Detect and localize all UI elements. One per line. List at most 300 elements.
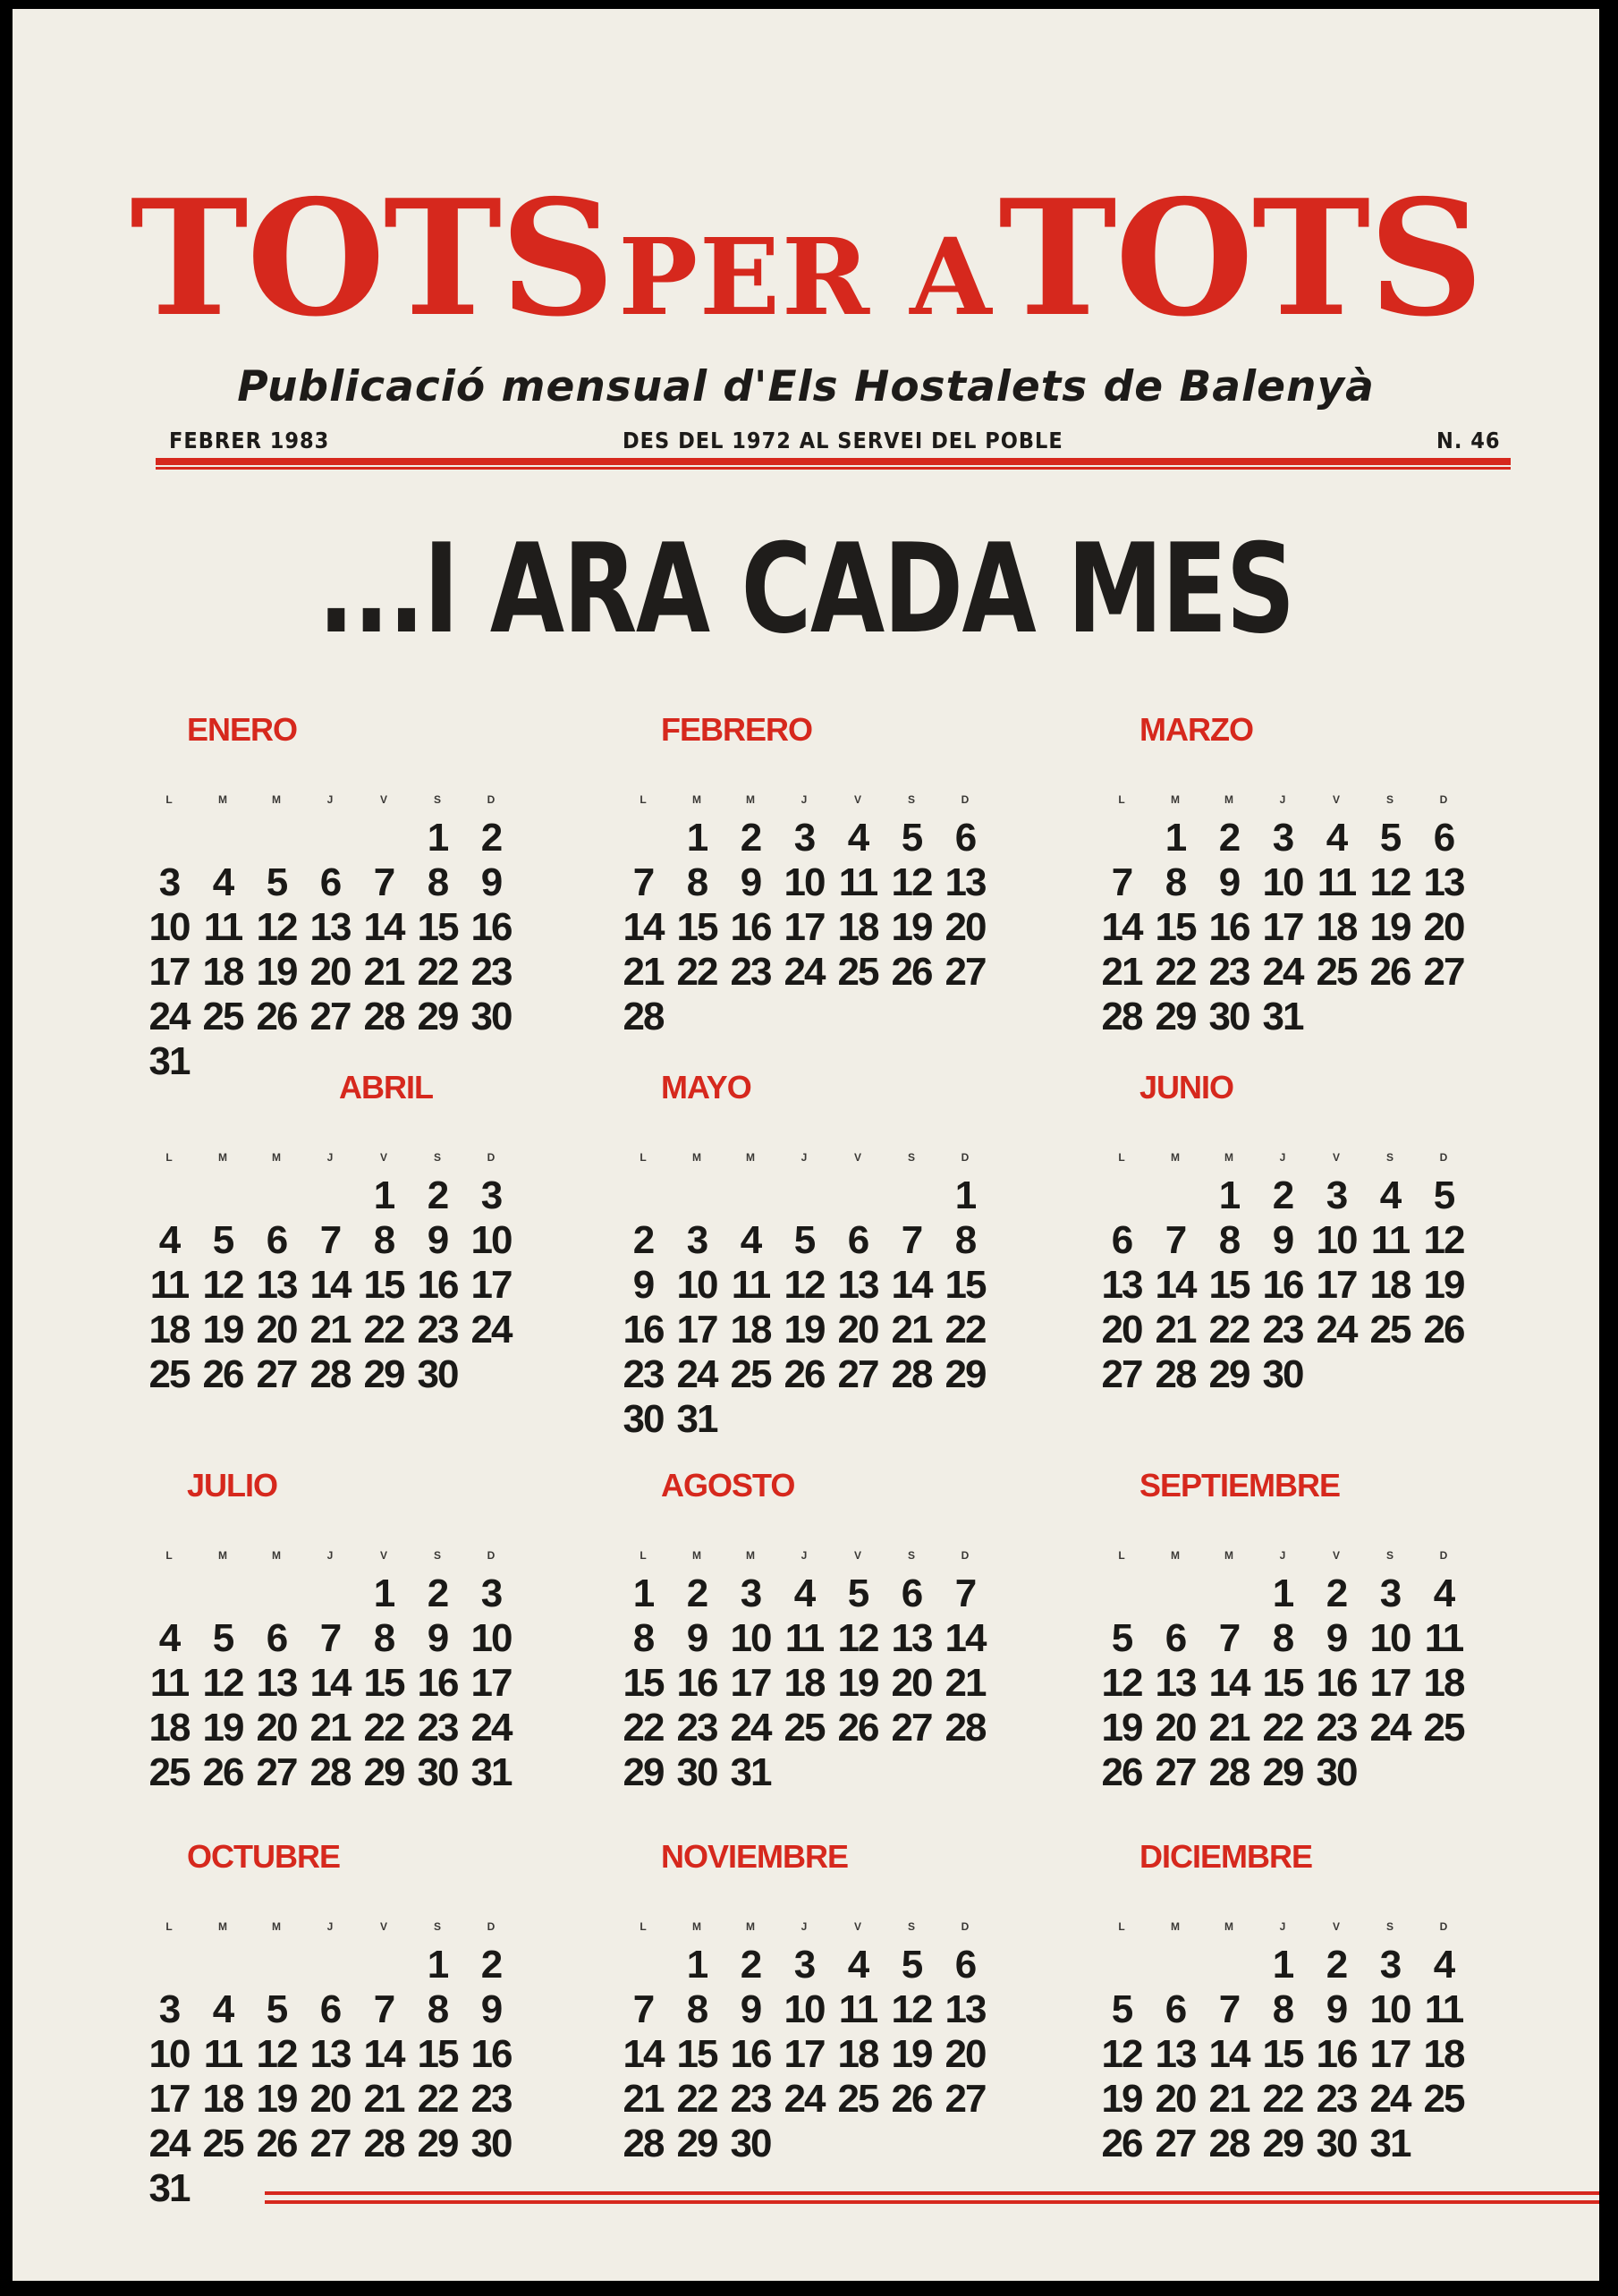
day-number: 17 <box>1316 1263 1357 1307</box>
day-number: 27 <box>837 1352 878 1396</box>
weekday-label: V <box>1332 1549 1340 1562</box>
masthead-word-3: TOTS <box>998 165 1482 352</box>
day-number <box>357 1945 411 1985</box>
week-row <box>142 818 518 858</box>
week-row <box>1095 2077 1470 2121</box>
day-number: 5 <box>212 1616 233 1660</box>
day-number: 23 <box>1316 2077 1357 2121</box>
day-number <box>303 1574 357 1614</box>
week-row <box>142 997 518 1037</box>
week-row <box>1095 1661 1470 1705</box>
day-number: 1 <box>1165 816 1186 860</box>
week-row <box>616 1750 777 1794</box>
week-row <box>616 1173 992 1217</box>
tagline: DES DEL 1972 AL SERVEI DEL POBLE <box>623 428 1063 453</box>
day-number: 28 <box>363 2122 404 2165</box>
day-number: 19 <box>1369 905 1410 949</box>
day-number: 31 <box>730 1750 771 1794</box>
masthead-word-2: PER A <box>618 215 994 339</box>
weekday-label: S <box>433 1549 441 1562</box>
day-number: 28 <box>623 995 664 1038</box>
day-number: 17 <box>784 905 825 949</box>
day-number: 4 <box>1433 1572 1454 1615</box>
day-number: 3 <box>1272 816 1293 860</box>
day-number: 7 <box>632 860 654 904</box>
weekday-label: V <box>379 1151 387 1164</box>
week-row <box>616 997 670 1037</box>
day-number: 29 <box>623 1750 664 1794</box>
week-row <box>1095 905 1470 949</box>
day-number: 22 <box>1155 950 1196 994</box>
weekday-label: M <box>746 1549 755 1562</box>
day-number: 9 <box>427 1218 448 1262</box>
week-row <box>142 1039 196 1083</box>
weekday-label: M <box>692 1920 701 1933</box>
day-number: 15 <box>363 1263 404 1307</box>
day-number: 30 <box>730 2122 771 2165</box>
day-number: 3 <box>686 1218 707 1262</box>
day-number: 15 <box>363 1661 404 1705</box>
day-number: 20 <box>1155 2077 1196 2121</box>
weekday-row <box>1095 1151 1470 1164</box>
day-number: 8 <box>1165 860 1186 904</box>
day-number: 8 <box>1272 1616 1293 1660</box>
week-row <box>1095 818 1470 858</box>
day-number: 1 <box>1272 1572 1293 1615</box>
day-number: 29 <box>363 1352 404 1396</box>
day-number: 3 <box>480 1173 502 1217</box>
day-number: 30 <box>676 1750 717 1794</box>
week-row <box>616 905 992 949</box>
day-number: 19 <box>256 950 297 994</box>
day-number: 18 <box>784 1661 825 1705</box>
day-number: 14 <box>363 905 404 949</box>
day-number <box>142 818 196 858</box>
masthead-word-1: TOTS <box>130 165 614 352</box>
day-number: 31 <box>676 1397 717 1441</box>
weekday-label: L <box>1118 1920 1125 1933</box>
weekday-label: J <box>1279 1151 1286 1164</box>
day-number: 21 <box>1101 950 1142 994</box>
weekday-label: M <box>218 1151 227 1164</box>
day-number <box>196 818 250 858</box>
weekday-label: M <box>746 1920 755 1933</box>
day-number: 19 <box>891 2032 932 2076</box>
week-row <box>142 905 518 949</box>
day-number: 3 <box>793 816 815 860</box>
day-number <box>777 1176 831 1216</box>
day-number: 20 <box>1101 1308 1142 1351</box>
day-number: 11 <box>1370 1218 1410 1262</box>
day-number: 4 <box>158 1616 180 1660</box>
day-number: 6 <box>954 1943 976 1987</box>
day-number <box>250 1574 303 1614</box>
day-number: 28 <box>1101 995 1142 1038</box>
day-number: 3 <box>793 1943 815 1987</box>
day-number: 14 <box>1208 2032 1250 2076</box>
day-number: 26 <box>1423 1308 1464 1351</box>
day-number: 12 <box>1101 2032 1142 2076</box>
weekday-row <box>142 1151 518 1164</box>
weekday-label: S <box>1385 1549 1394 1562</box>
header-rule-thin <box>156 467 1511 470</box>
day-number: 2 <box>686 1572 707 1615</box>
day-number: 24 <box>784 2077 825 2121</box>
day-number <box>303 1945 357 1985</box>
weekday-label: M <box>218 1920 227 1933</box>
day-number: 27 <box>891 1706 932 1750</box>
issue-date: FEBRER 1983 <box>169 428 330 453</box>
week-row <box>616 1263 992 1307</box>
day-number <box>1148 1945 1202 1985</box>
weekday-label: J <box>326 1151 334 1164</box>
day-number: 16 <box>1316 1661 1357 1705</box>
week-row <box>1095 1263 1470 1307</box>
weekday-label: J <box>801 793 808 806</box>
week-row <box>616 1352 992 1396</box>
day-number: 11 <box>149 1661 189 1705</box>
day-number: 26 <box>1369 950 1410 994</box>
weekday-label: L <box>1118 1549 1125 1562</box>
day-number: 9 <box>1218 860 1240 904</box>
day-number: 6 <box>847 1218 868 1262</box>
day-number: 25 <box>1316 950 1357 994</box>
weekday-label: M <box>1171 1920 1180 1933</box>
day-number: 9 <box>427 1616 448 1660</box>
day-number: 28 <box>945 1706 986 1750</box>
week-row <box>142 1173 518 1217</box>
month-name: OCTUBRE <box>187 1838 340 1875</box>
day-number: 9 <box>632 1263 654 1307</box>
month-name: NOVIEMBRE <box>661 1838 849 1875</box>
day-number: 10 <box>784 860 825 904</box>
day-number: 22 <box>363 1706 404 1750</box>
day-number: 22 <box>363 1308 404 1351</box>
day-number: 19 <box>202 1308 243 1351</box>
day-number: 24 <box>1316 1308 1357 1351</box>
day-number: 20 <box>1155 1706 1196 1750</box>
day-number: 15 <box>1262 2032 1303 2076</box>
day-number: 6 <box>1111 1218 1132 1262</box>
day-number: 26 <box>891 2077 932 2121</box>
day-number: 19 <box>1423 1263 1464 1307</box>
day-number <box>142 1945 196 1985</box>
masthead-subtitle: Publicació mensual d'Els Hostalets de Balenyà <box>237 362 1375 411</box>
weekday-label: D <box>1439 793 1448 806</box>
day-number: 5 <box>1111 1987 1132 2031</box>
day-number: 11 <box>731 1263 770 1307</box>
day-number: 10 <box>470 1616 512 1660</box>
day-number <box>1148 1574 1202 1614</box>
day-number: 21 <box>363 950 404 994</box>
month-name: ENERO <box>187 711 298 748</box>
week-row <box>1095 1352 1309 1396</box>
day-number: 4 <box>1379 1173 1401 1217</box>
day-number: 19 <box>1101 2077 1142 2121</box>
week-row <box>616 1218 992 1262</box>
day-number: 2 <box>740 816 761 860</box>
week-row <box>1095 860 1470 904</box>
day-number: 1 <box>427 816 448 860</box>
day-number: 29 <box>1208 1352 1250 1396</box>
day-number: 23 <box>676 1706 717 1750</box>
weekday-label: M <box>272 1549 281 1562</box>
day-number: 9 <box>686 1616 707 1660</box>
weekday-label: S <box>1385 1920 1394 1933</box>
week-row <box>616 1987 992 2031</box>
day-number: 8 <box>1218 1218 1240 1262</box>
day-number: 17 <box>148 950 190 994</box>
day-number: 11 <box>203 2032 242 2076</box>
week-row <box>1095 1987 1470 2031</box>
weekday-label: M <box>1171 793 1180 806</box>
day-number <box>616 818 670 858</box>
day-number: 17 <box>148 2077 190 2121</box>
month-name: SEPTIEMBRE <box>1139 1467 1341 1504</box>
newsletter-page <box>13 9 1599 2281</box>
weekday-label: J <box>326 1549 334 1562</box>
day-number: 1 <box>1218 1173 1240 1217</box>
day-number: 14 <box>891 1263 932 1307</box>
day-number: 19 <box>1101 1706 1142 1750</box>
day-number: 19 <box>784 1308 825 1351</box>
day-number: 16 <box>470 905 512 949</box>
day-number: 20 <box>309 950 351 994</box>
day-number: 29 <box>1262 1750 1303 1794</box>
issue-number: N. 46 <box>1436 428 1501 453</box>
week-row <box>1095 2032 1470 2076</box>
day-number: 5 <box>847 1572 868 1615</box>
day-number: 2 <box>1326 1943 1347 1987</box>
weekday-label: L <box>1118 1151 1125 1164</box>
weekday-label: M <box>218 1549 227 1562</box>
weekday-label: L <box>640 1151 647 1164</box>
day-number <box>1095 1945 1148 1985</box>
day-number: 13 <box>945 1987 986 2031</box>
week-row <box>1095 950 1470 994</box>
day-number: 1 <box>686 1943 707 1987</box>
day-number: 10 <box>1262 860 1303 904</box>
day-number: 24 <box>470 1308 512 1351</box>
day-number <box>1148 1176 1202 1216</box>
day-number: 13 <box>309 905 351 949</box>
day-number: 8 <box>427 1987 448 2031</box>
day-number: 4 <box>158 1218 180 1262</box>
day-number: 27 <box>1101 1352 1142 1396</box>
day-number: 30 <box>623 1397 664 1441</box>
day-number: 26 <box>202 1750 243 1794</box>
day-number: 1 <box>1272 1943 1293 1987</box>
headline: ...I ARA CADA MES <box>318 517 1294 661</box>
day-number: 21 <box>1155 1308 1196 1351</box>
weekday-label: D <box>1439 1151 1448 1164</box>
day-number: 11 <box>1424 1987 1463 2031</box>
day-number <box>1095 1574 1148 1614</box>
week-row <box>616 818 992 858</box>
week-row <box>142 2124 518 2164</box>
day-number: 25 <box>1369 1308 1410 1351</box>
weekday-label: V <box>1332 1920 1340 1933</box>
day-number: 21 <box>623 2077 664 2121</box>
day-number: 22 <box>1262 2077 1303 2121</box>
day-number: 15 <box>945 1263 986 1307</box>
day-number: 4 <box>1433 1943 1454 1987</box>
day-number: 17 <box>676 1308 717 1351</box>
header-rule <box>156 458 1511 465</box>
day-number: 27 <box>256 1750 297 1794</box>
day-number: 13 <box>1155 1661 1196 1705</box>
day-number: 9 <box>740 1987 761 2031</box>
day-number: 26 <box>256 2122 297 2165</box>
week-row <box>142 2077 518 2121</box>
weekday-label: M <box>272 1151 281 1164</box>
week-row <box>1095 1750 1363 1794</box>
day-number: 13 <box>256 1263 297 1307</box>
day-number <box>303 818 357 858</box>
day-number: 8 <box>373 1218 394 1262</box>
day-number: 27 <box>945 950 986 994</box>
week-row <box>616 1574 992 1614</box>
day-number: 16 <box>417 1263 458 1307</box>
day-number: 14 <box>623 905 664 949</box>
day-number: 3 <box>1379 1943 1401 1987</box>
weekday-label: S <box>433 1151 441 1164</box>
day-number <box>831 1176 885 1216</box>
day-number: 5 <box>212 1218 233 1262</box>
day-number: 5 <box>1111 1616 1132 1660</box>
day-number: 24 <box>676 1352 717 1396</box>
day-number: 10 <box>148 2032 190 2076</box>
day-number: 7 <box>954 1572 976 1615</box>
day-number: 5 <box>901 1943 922 1987</box>
day-number: 13 <box>945 860 986 904</box>
weekday-label: S <box>907 793 915 806</box>
day-number: 19 <box>202 1706 243 1750</box>
day-number: 27 <box>256 1352 297 1396</box>
weekday-label: M <box>1171 1549 1180 1562</box>
day-number: 25 <box>202 995 243 1038</box>
week-row <box>142 950 518 994</box>
day-number: 6 <box>319 1987 341 2031</box>
weekday-label: L <box>165 1151 173 1164</box>
day-number: 16 <box>730 905 771 949</box>
day-number: 2 <box>427 1173 448 1217</box>
day-number: 26 <box>256 995 297 1038</box>
day-number: 4 <box>212 1987 233 2031</box>
week-row <box>1095 1310 1470 1350</box>
day-number: 3 <box>480 1572 502 1615</box>
day-number: 12 <box>256 2032 297 2076</box>
weekday-label: M <box>1171 1151 1180 1164</box>
week-row <box>616 2077 992 2121</box>
day-number: 20 <box>1423 905 1464 949</box>
day-number: 7 <box>319 1616 341 1660</box>
day-number: 13 <box>1155 2032 1196 2076</box>
day-number: 28 <box>1208 2122 1250 2165</box>
weekday-label: V <box>1332 793 1340 806</box>
masthead-title <box>13 165 1599 352</box>
day-number <box>142 1574 196 1614</box>
month-name: JUNIO <box>1139 1069 1234 1106</box>
day-number: 23 <box>470 950 512 994</box>
day-number: 29 <box>417 2122 458 2165</box>
weekday-label: J <box>326 793 334 806</box>
week-row <box>142 1750 518 1794</box>
month-name: JULIO <box>187 1467 278 1504</box>
weekday-label: V <box>853 1549 861 1562</box>
weekday-row <box>616 793 992 806</box>
day-number: 24 <box>730 1706 771 1750</box>
day-number: 7 <box>632 1987 654 2031</box>
day-number: 4 <box>793 1572 815 1615</box>
month-name: AGOSTO <box>661 1467 795 1504</box>
day-number: 14 <box>309 1263 351 1307</box>
weekday-label: S <box>1385 793 1394 806</box>
week-row <box>142 1616 518 1660</box>
day-number: 1 <box>373 1572 394 1615</box>
day-number: 12 <box>891 1987 932 2031</box>
day-number: 16 <box>1208 905 1250 949</box>
day-number: 11 <box>1424 1616 1463 1660</box>
day-number: 18 <box>148 1308 190 1351</box>
day-number: 31 <box>1369 2122 1410 2165</box>
weekday-label: D <box>961 1151 970 1164</box>
day-number: 9 <box>1272 1218 1293 1262</box>
weekday-label: S <box>433 1920 441 1933</box>
day-number: 2 <box>427 1572 448 1615</box>
day-number: 17 <box>1262 905 1303 949</box>
weekday-label: J <box>801 1549 808 1562</box>
day-number: 31 <box>1262 995 1303 1038</box>
day-number: 13 <box>256 1661 297 1705</box>
week-row <box>616 2032 992 2076</box>
day-number: 22 <box>1208 1308 1250 1351</box>
day-number: 2 <box>480 816 502 860</box>
day-number: 6 <box>901 1572 922 1615</box>
day-number: 29 <box>1262 2122 1303 2165</box>
weekday-label: L <box>640 1549 647 1562</box>
day-number: 26 <box>784 1352 825 1396</box>
weekday-label: M <box>1224 1549 1233 1562</box>
weekday-label: D <box>1439 1549 1448 1562</box>
day-number: 14 <box>945 1616 986 1660</box>
weekday-label: V <box>853 1151 861 1164</box>
day-number: 19 <box>891 905 932 949</box>
day-number: 22 <box>1262 1706 1303 1750</box>
week-row <box>142 2032 518 2076</box>
day-number: 14 <box>309 1661 351 1705</box>
day-number: 15 <box>676 2032 717 2076</box>
day-number: 25 <box>837 2077 878 2121</box>
day-number: 5 <box>1379 816 1401 860</box>
day-number: 18 <box>1423 1661 1464 1705</box>
day-number: 2 <box>740 1943 761 1987</box>
day-number: 23 <box>1208 950 1250 994</box>
day-number: 23 <box>470 2077 512 2121</box>
day-number: 20 <box>891 1661 932 1705</box>
day-number: 5 <box>793 1218 815 1262</box>
weekday-label: L <box>640 793 647 806</box>
week-row <box>142 1945 518 1985</box>
week-row <box>1095 1574 1470 1614</box>
day-number: 9 <box>480 860 502 904</box>
day-number: 26 <box>202 1352 243 1396</box>
day-number <box>250 818 303 858</box>
day-number: 7 <box>319 1218 341 1262</box>
day-number: 14 <box>1101 905 1142 949</box>
week-row <box>616 1945 992 1985</box>
week-row <box>142 860 518 904</box>
